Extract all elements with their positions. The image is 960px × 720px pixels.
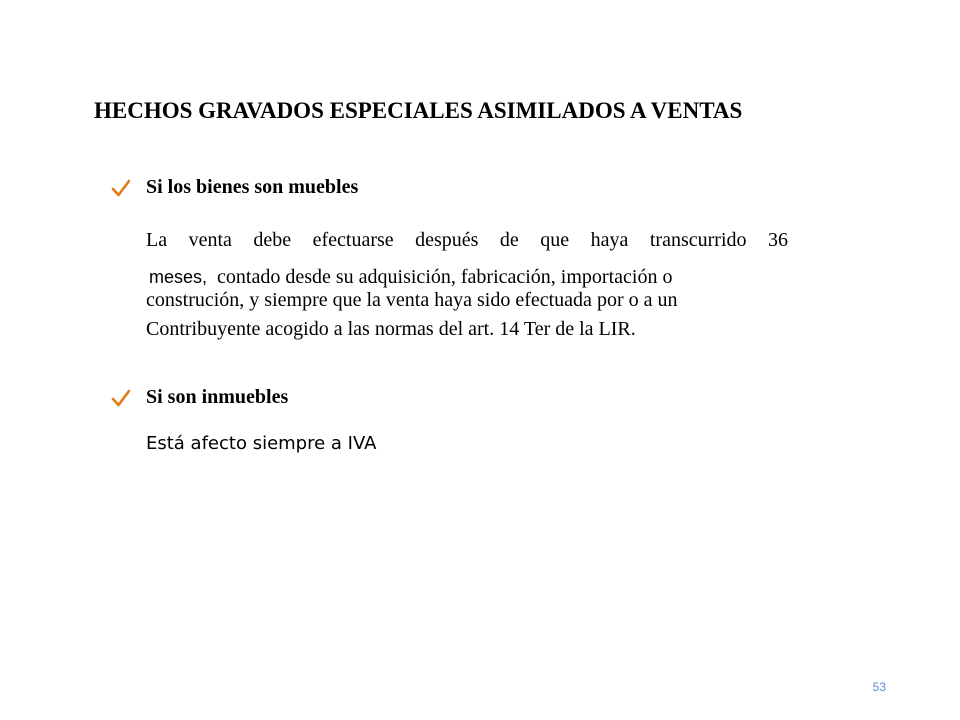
inmuebles-text: Está afecto siempre a IVA [146, 433, 377, 454]
bullet-inmuebles [110, 386, 288, 409]
page-number: 53 [872, 680, 886, 694]
paragraph-line: La venta debe efectuarse después de que haya transcurrido 36 [146, 229, 788, 251]
muebles-paragraph [146, 226, 788, 342]
bullet-label-inmuebles: Si son inmuebles [146, 386, 289, 408]
bullet-muebles [110, 176, 358, 199]
paragraph-word: meses, [149, 267, 208, 287]
paragraph-line: Contribuyente acogido a las normas del art. 14 Ter de la LIR. [146, 318, 636, 340]
slide-title: HECHOS GRAVADOS ESPECIALES ASIMILADOS A VENTAS [94, 98, 743, 123]
checkmark-icon [110, 387, 132, 409]
paragraph-line: construción, y siempre que la venta haya sido efectuada por o a un [146, 289, 678, 311]
checkmark-icon [110, 177, 132, 199]
paragraph-text: contado desde su adquisición, fabricación, importación o [217, 266, 673, 288]
bullet-label-muebles: Si los bienes son muebles [146, 176, 359, 198]
